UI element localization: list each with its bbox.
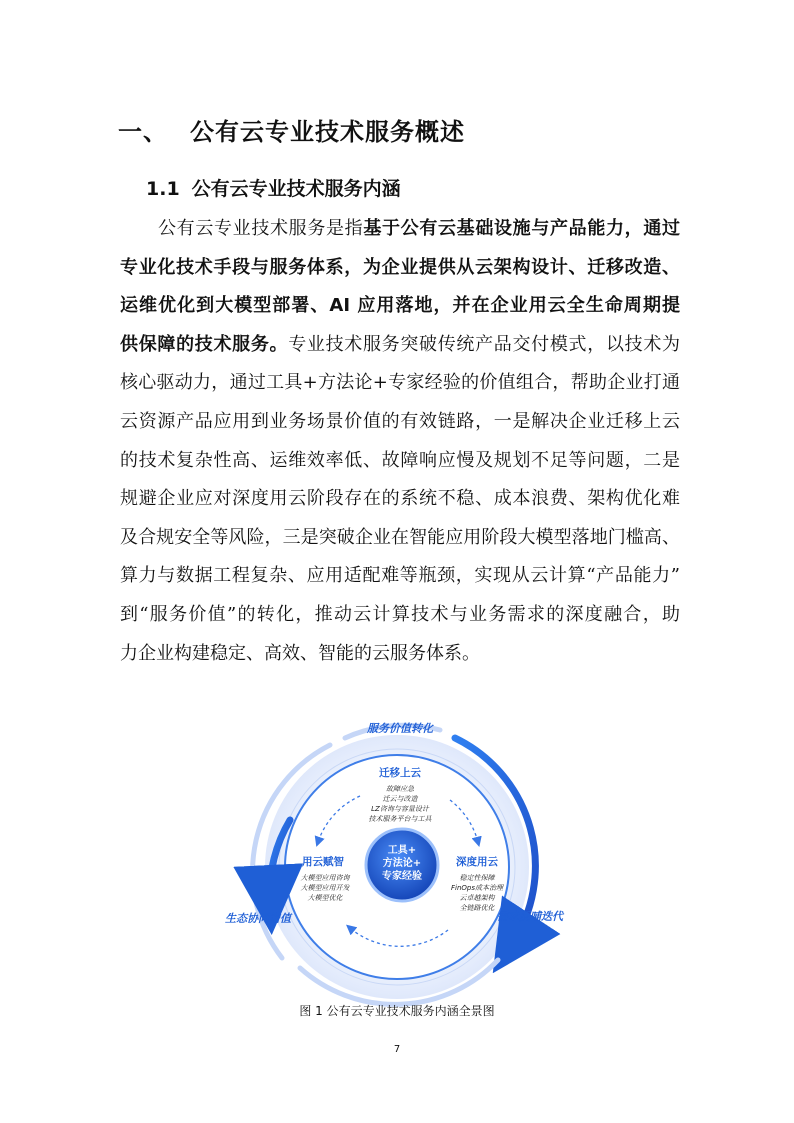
- top-item-3: LZ咨询与容量设计: [371, 805, 429, 813]
- right-item-4: 全链路优化: [459, 904, 495, 912]
- right-group-title: 深度用云: [456, 856, 498, 868]
- top-item-2: 迁云与改造: [382, 795, 418, 803]
- section-title: 公有云专业技术服务概述: [190, 118, 465, 146]
- text-run: 算力与数据工程复杂、应用适配难等瓶颈，实现从云计算“产品能力”: [120, 565, 680, 587]
- bold-text: 运维优化到大模型部署、AI 应用落地，并在企业用云全生命周期提: [120, 295, 680, 317]
- text-run: 的技术复杂性高、运维效率低、故障响应慢及规划不足等问题，二是: [120, 449, 680, 471]
- top-group-title: 迁移上云: [379, 767, 421, 779]
- text-run: 公有云专业技术服务是指: [158, 218, 364, 239]
- section-number: 一、: [118, 118, 168, 146]
- text-run: 专业技术服务突破传统产品交付模式，以技术为: [288, 333, 681, 355]
- center-line-2: 方法论+: [382, 858, 422, 869]
- figure-caption: 图 1 公有云专业技术服务内涵全景图: [299, 1004, 495, 1018]
- center-line-1: 工具+: [387, 845, 417, 856]
- page-number: 7: [393, 1044, 401, 1055]
- center-line-3: 专家经验: [382, 871, 422, 882]
- text-run: 力企业构建稳定、高效、智能的云服务体系。: [120, 642, 480, 664]
- top-item-4: 技术服务平台与工具: [368, 815, 432, 823]
- right-item-3: 云卓越架构: [459, 894, 495, 902]
- text-run: 到“服务价值”的转化，推动云计算技术与业务需求的深度融合，助: [120, 603, 680, 625]
- label-left: 生态协同增值: [225, 912, 291, 925]
- right-item-2: FinOps成本治理: [450, 884, 504, 892]
- left-item-2: 大模型应用开发: [300, 884, 350, 892]
- bold-text: 专业化技术手段与服务体系，为企业提供从云架构设计、迁移改造、: [120, 256, 680, 278]
- text-run: 云资源产品应用到业务场景价值的有效链路，一是解决企业迁移上云: [120, 410, 680, 432]
- text-run: 核心驱动力，通过工具+方法论+专家经验的价值组合，帮助企业打通: [120, 372, 680, 394]
- top-item-1: 故障应急: [386, 785, 414, 793]
- text-run: 及合规安全等风险，三是突破企业在智能应用阶段大模型落地门槛高、: [120, 526, 680, 548]
- bold-text: 基于公有云基础设施与产品能力，通过: [363, 218, 681, 239]
- left-item-3: 大模型优化: [307, 894, 343, 902]
- label-right: 需求反哺迭代: [497, 910, 563, 923]
- label-top: 服务价值转化: [367, 722, 433, 735]
- text-run: 规避企业应对深度用云阶段存在的系统不稳、成本浪费、架构优化难: [120, 488, 680, 510]
- left-group-title: 用云赋智: [302, 856, 344, 868]
- left-item-1: 大模型应用咨询: [300, 874, 350, 882]
- subsection-number: 1.1: [146, 178, 180, 200]
- subsection-title: 公有云专业技术服务内涵: [191, 178, 401, 200]
- right-item-1: 稳定性保障: [459, 874, 495, 882]
- bold-text: 供保障的技术服务。: [120, 333, 289, 355]
